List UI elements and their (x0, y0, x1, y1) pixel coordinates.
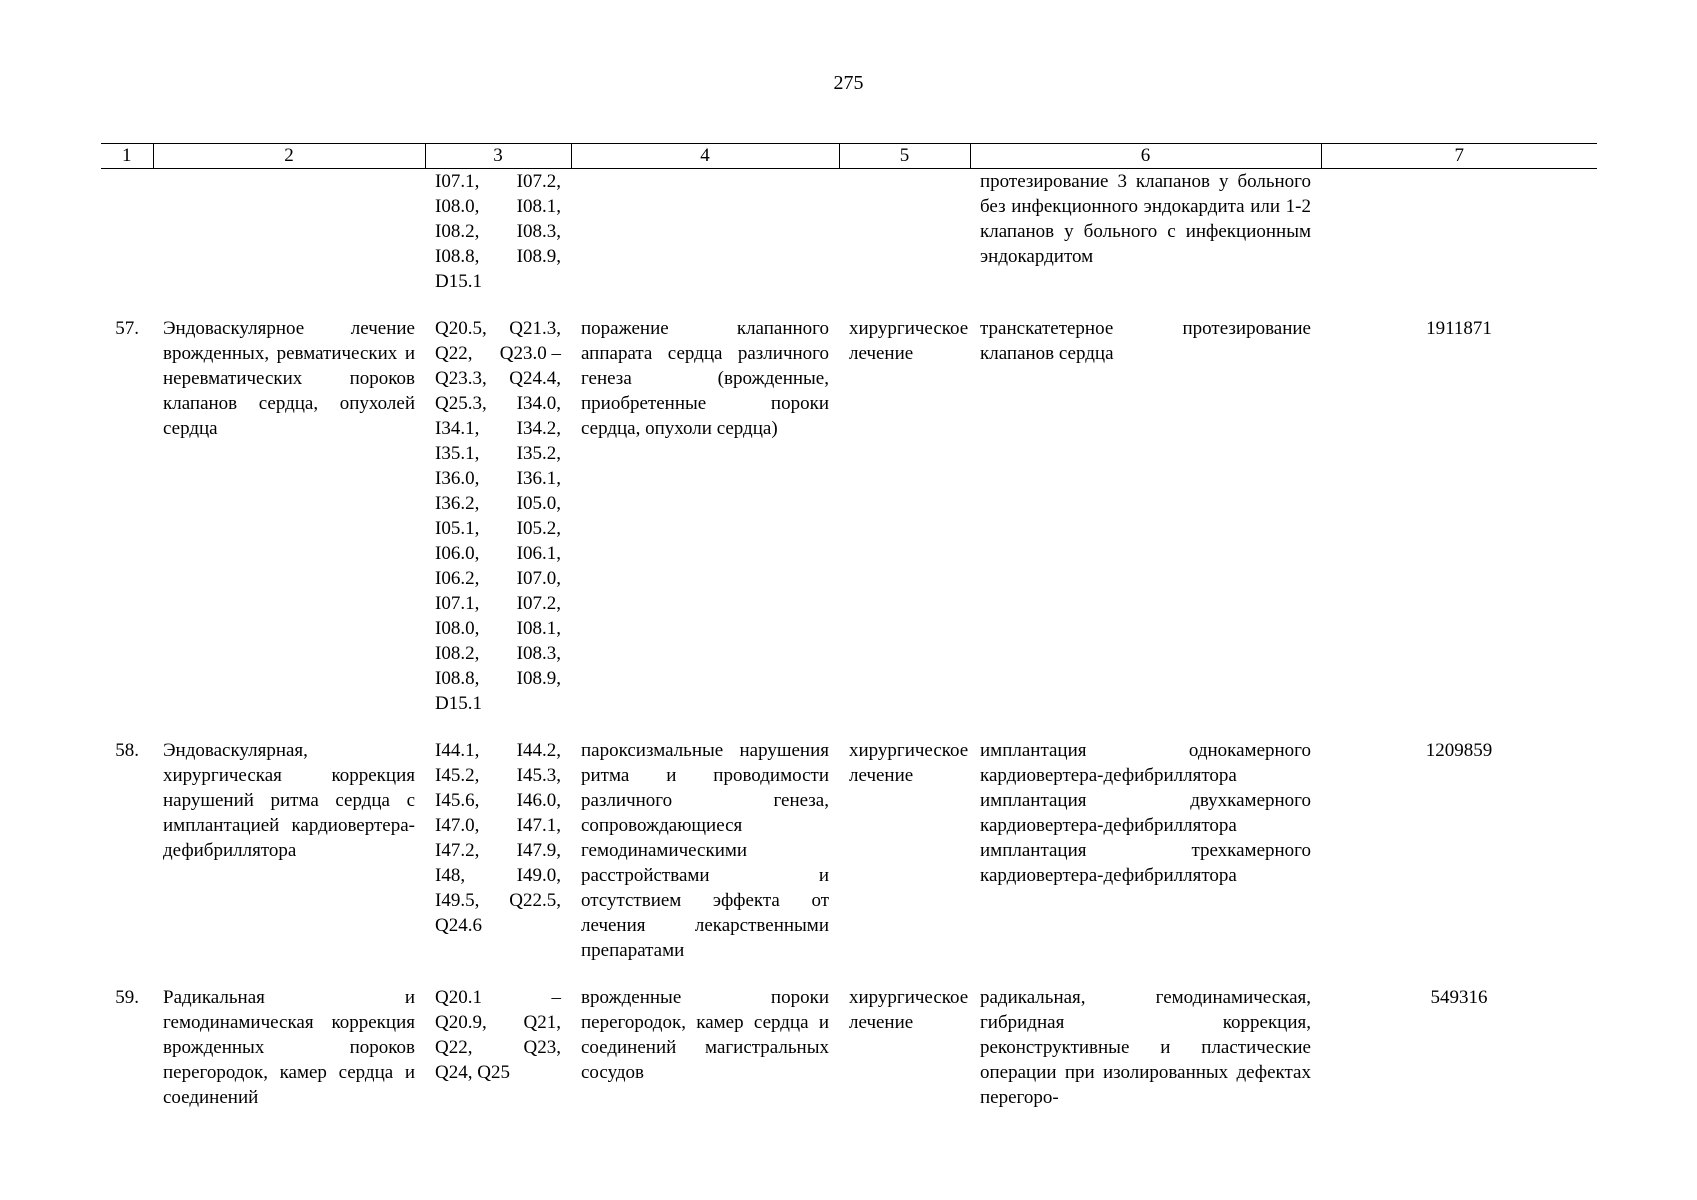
icd-code-line (435, 169, 561, 194)
icd-code-line (435, 616, 561, 641)
icd-code: I49.5, (435, 890, 480, 911)
row-number: 57. (115, 318, 139, 339)
icd-code: I34.0, (516, 393, 561, 414)
icd-code: Q23.3, (435, 368, 487, 389)
icd-code: I08.1, (516, 618, 561, 639)
row-number (101, 169, 153, 317)
icd-code-line (435, 888, 561, 913)
icd-code-line (435, 516, 561, 541)
icd-code-line (435, 1035, 561, 1060)
treatment-methods (970, 316, 1321, 738)
icd-code-line (435, 913, 561, 938)
icd-codes (425, 169, 571, 317)
icd-code-line (435, 691, 561, 716)
icd-code-line (435, 269, 561, 294)
row-number: 59. (115, 987, 139, 1008)
icd-code: D15.1 (435, 693, 482, 714)
icd-code-line (435, 194, 561, 219)
icd-code: I47.2, (435, 840, 480, 861)
icd-code: I08.0, (435, 618, 480, 639)
patient-condition (571, 169, 839, 317)
icd-code: Q20.5, (435, 318, 487, 339)
page-number: 275 (833, 72, 864, 94)
treatment-methods (970, 169, 1321, 317)
column-header: 3 (425, 144, 571, 169)
procedure-name (153, 169, 425, 317)
icd-code: I07.2, (516, 171, 561, 192)
icd-code: – (551, 987, 561, 1008)
icd-code-line (435, 666, 561, 691)
icd-code: Q21.3, (509, 318, 561, 339)
table-row (101, 316, 1597, 738)
treatment-type (839, 169, 970, 317)
treatment-method: имплантация трехкамерного кардиовертера-дефибриллятора (980, 840, 1311, 886)
treatment-method: транскатетерное протезирование клапанов сердца (980, 318, 1311, 364)
icd-code: I44.1, (435, 740, 480, 761)
column-header: 4 (571, 144, 839, 169)
treatment-type: хирургическое лечение (849, 740, 969, 786)
standard-cost: 1911871 (1426, 318, 1492, 339)
row-number: 58. (115, 740, 139, 761)
table-row (101, 738, 1597, 985)
icd-code: I45.2, (435, 765, 480, 786)
treatment-method: радикальная, гемодинамическая, гибридная коррекция, реконструктивные и пластические операции при изолированных дефектах перегоро- (980, 987, 1311, 1108)
treatment-method: имплантация однокамерного кардиовертера-дефибриллятора (980, 740, 1311, 786)
icd-code: I05.2, (516, 518, 561, 539)
icd-code: Q22, (435, 343, 473, 364)
icd-code: I46.0, (516, 790, 561, 811)
column-header: 2 (153, 144, 425, 169)
icd-code-line (435, 641, 561, 666)
icd-code: I08.3, (516, 643, 561, 664)
icd-code: I08.2, (435, 221, 480, 242)
icd-code-line (435, 863, 561, 888)
icd-code: I36.2, (435, 493, 480, 514)
icd-code: I35.2, (516, 443, 561, 464)
icd-code: I08.0, (435, 196, 480, 217)
icd-code: I05.1, (435, 518, 480, 539)
icd-code: Q24, Q25 (435, 1062, 510, 1083)
standard-cost: 549316 (1430, 987, 1488, 1008)
icd-code: Q24.6 (435, 915, 482, 936)
treatment-type: хирургическое лечение (849, 318, 969, 364)
icd-code: I08.1, (516, 196, 561, 217)
treatment-type: хирургическое лечение (849, 987, 969, 1033)
treatment-method: имплантация двухкамерного кардиовертера-дефибриллятора (980, 790, 1311, 836)
icd-code: I07.2, (516, 593, 561, 614)
icd-code-line (435, 1010, 561, 1035)
icd-code: I45.3, (516, 765, 561, 786)
icd-code-line (435, 763, 561, 788)
icd-code-line (435, 366, 561, 391)
icd-code-line (435, 838, 561, 863)
icd-code: I08.8, (435, 246, 480, 267)
icd-code-line (435, 316, 561, 341)
treatment-methods (970, 738, 1321, 985)
icd-code: Q20.1 (435, 987, 482, 1008)
column-header: 5 (839, 144, 970, 169)
icd-code-line (435, 466, 561, 491)
standard-cost: 1209859 (1425, 740, 1493, 761)
column-header: 6 (970, 144, 1321, 169)
icd-code-line (435, 441, 561, 466)
procedure-name: Радикальная и гемодинамическая коррекция врожденных пороков перегородок, камер сердца и соединений (163, 987, 415, 1108)
patient-condition: поражение клапанного аппарата сердца различного генеза (врожденные, приобретенные пороки сердца, опухоли сердца) (581, 318, 829, 439)
procedure-name: Эндоваскулярная, хирургическая коррекция нарушений ритма сердца с имплантацией кардиовертера-дефибриллятора (163, 740, 415, 861)
icd-code: Q20.9, (435, 1012, 487, 1033)
icd-code: I08.9, (516, 246, 561, 267)
icd-code: I07.0, (516, 568, 561, 589)
icd-code: I36.1, (516, 468, 561, 489)
patient-condition: пароксизмальные нарушения ритма и проводимости различного генеза, сопровождающиеся гемодинамическими расстройствами и отсутствием эффекта от лечения лекарственными препаратами (581, 740, 829, 961)
table-row (101, 169, 1597, 317)
icd-code-line (435, 788, 561, 813)
icd-code: I06.2, (435, 568, 480, 589)
icd-codes (425, 316, 571, 738)
icd-code: Q22, (435, 1037, 473, 1058)
icd-code: I49.0, (516, 865, 561, 886)
icd-code: I45.6, (435, 790, 480, 811)
icd-code: I35.1, (435, 443, 480, 464)
icd-codes (425, 985, 571, 1132)
icd-code-line (435, 541, 561, 566)
icd-code: D15.1 (435, 271, 482, 292)
treatment-method: протезирование 3 клапанов у больного без инфекционного эндокардита или 1-2 клапанов у больного с инфекционным эндокардитом (980, 171, 1311, 267)
icd-code: Q21, (523, 1012, 561, 1033)
icd-code-line (435, 591, 561, 616)
icd-code: I07.1, (435, 593, 480, 614)
icd-code: I44.2, (516, 740, 561, 761)
services-table (101, 143, 1597, 1132)
icd-code: I08.9, (516, 668, 561, 689)
icd-code: I08.8, (435, 668, 480, 689)
icd-code-line (435, 491, 561, 516)
icd-code: Q22.5, (509, 890, 561, 911)
icd-code: Q23.0 – (499, 343, 561, 364)
table-row (101, 985, 1597, 1132)
icd-code: I47.1, (516, 815, 561, 836)
icd-code: I47.0, (435, 815, 480, 836)
column-header-row (101, 144, 1597, 169)
icd-code: Q23, (523, 1037, 561, 1058)
icd-codes (425, 738, 571, 985)
icd-code-line (435, 391, 561, 416)
treatment-methods (970, 985, 1321, 1132)
icd-code-line (435, 341, 561, 366)
icd-code: I47.9, (516, 840, 561, 861)
standard-cost (1321, 169, 1597, 317)
icd-code: I05.0, (516, 493, 561, 514)
icd-code-line (435, 738, 561, 763)
icd-code-line (435, 219, 561, 244)
patient-condition: врожденные пороки перегородок, камер сердца и соединений магистральных сосудов (581, 987, 829, 1083)
icd-code-line (435, 813, 561, 838)
icd-code-line (435, 244, 561, 269)
icd-code: I06.0, (435, 543, 480, 564)
icd-code: I34.2, (516, 418, 561, 439)
icd-code: I06.1, (516, 543, 561, 564)
icd-code-line (435, 985, 561, 1010)
column-header: 7 (1321, 144, 1597, 169)
icd-code-line (435, 566, 561, 591)
icd-code: I08.2, (435, 643, 480, 664)
icd-code: I07.1, (435, 171, 480, 192)
icd-code: I36.0, (435, 468, 480, 489)
icd-code: I08.3, (516, 221, 561, 242)
icd-code-line (435, 416, 561, 441)
icd-code: Q24.4, (509, 368, 561, 389)
column-header: 1 (101, 144, 153, 169)
icd-code: Q25.3, (435, 393, 487, 414)
procedure-name: Эндоваскулярное лечение врожденных, ревматических и неревматических пороков клапанов сердца, опухолей сердца (163, 318, 415, 439)
icd-code: I48, (435, 865, 466, 886)
icd-code: I34.1, (435, 418, 480, 439)
icd-code-line (435, 1060, 561, 1085)
